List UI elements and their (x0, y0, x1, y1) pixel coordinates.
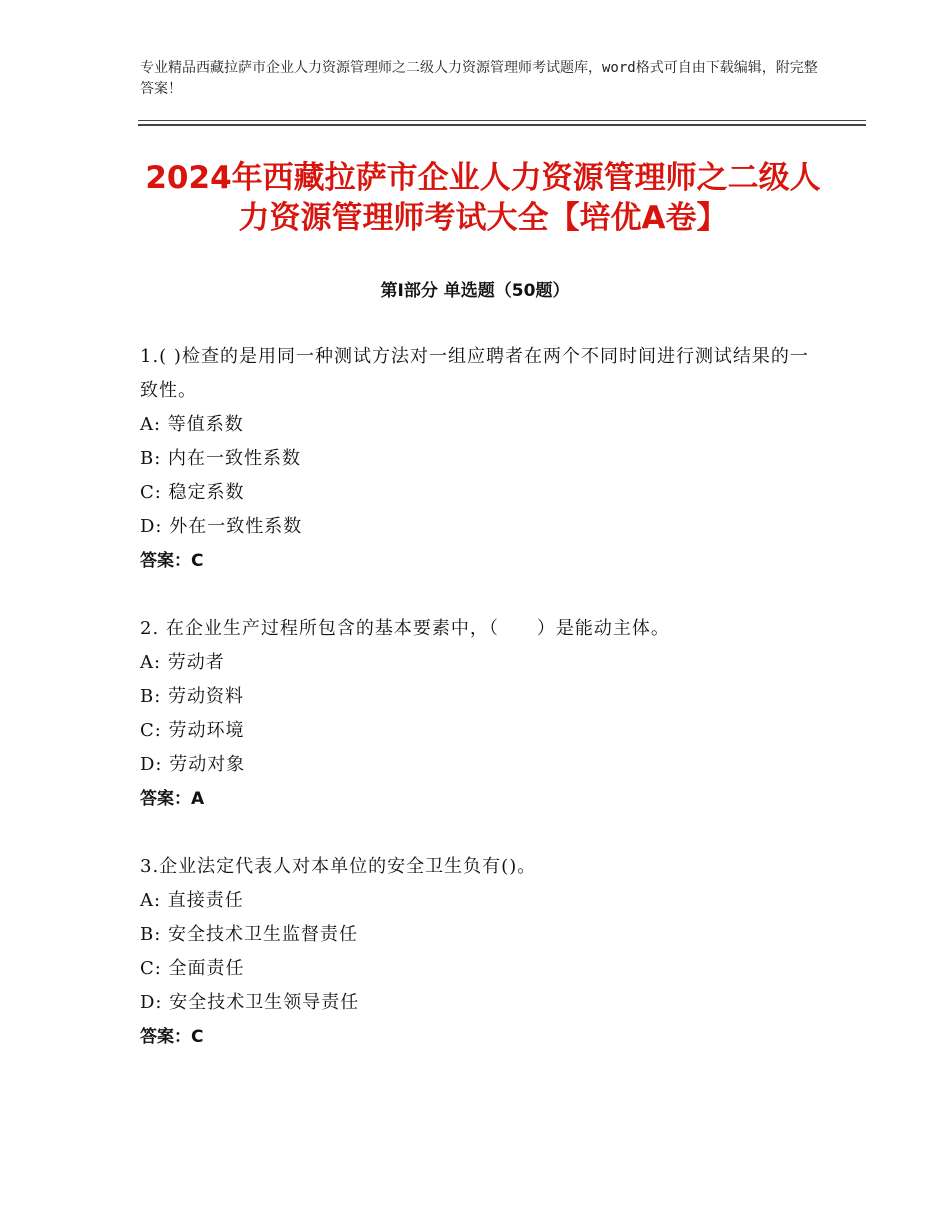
option-c: C: 劳动环境 (140, 720, 245, 741)
option-b: B: 内在一致性系数 (140, 448, 302, 469)
option-d: D: 安全技术卫生领导责任 (140, 992, 360, 1013)
question-list (140, 340, 820, 1054)
question-stem: 2. 在企业生产过程所包含的基本要素中，（ ）是能动主体。 (140, 618, 670, 639)
option-d: D: 劳动对象 (140, 754, 246, 775)
question-2 (140, 612, 820, 816)
answer-line: 答案：C (140, 1027, 204, 1047)
question-stem: 3.企业法定代表人对本单位的安全卫生负有()。 (140, 856, 537, 877)
answer-line: 答案：C (140, 551, 204, 571)
option-b: B: 劳动资料 (140, 686, 245, 707)
option-a: A: 劳动者 (140, 652, 225, 673)
option-c: C: 全面责任 (140, 958, 245, 979)
question-stem: 1.( )检查的是用同一种测试方法对一组应聘者在两个不同时间进行测试结果的一致性。 (140, 346, 809, 401)
option-b: B: 安全技术卫生监督责任 (140, 924, 359, 945)
header-note: 专业精品西藏拉萨市企业人力资源管理师之二级人力资源管理师考试题库，word格式可自由下载编辑，附完整答案！ (140, 60, 818, 97)
document-title: 2024年西藏拉萨市企业人力资源管理师之二级人力资源管理师考试大全【培优A卷】 (145, 160, 821, 236)
header-divider-thick (138, 124, 866, 126)
option-a: A: 直接责任 (140, 890, 244, 911)
question-1 (140, 340, 820, 578)
answer-line: 答案：A (140, 789, 205, 809)
option-c: C: 稳定系数 (140, 482, 245, 503)
question-3 (140, 850, 820, 1054)
option-a: A: 等值系数 (140, 414, 244, 435)
header-divider-thin (138, 120, 866, 121)
section-heading: 第Ⅰ部分 单选题（50题） (380, 281, 570, 301)
option-d: D: 外在一致性系数 (140, 516, 303, 537)
